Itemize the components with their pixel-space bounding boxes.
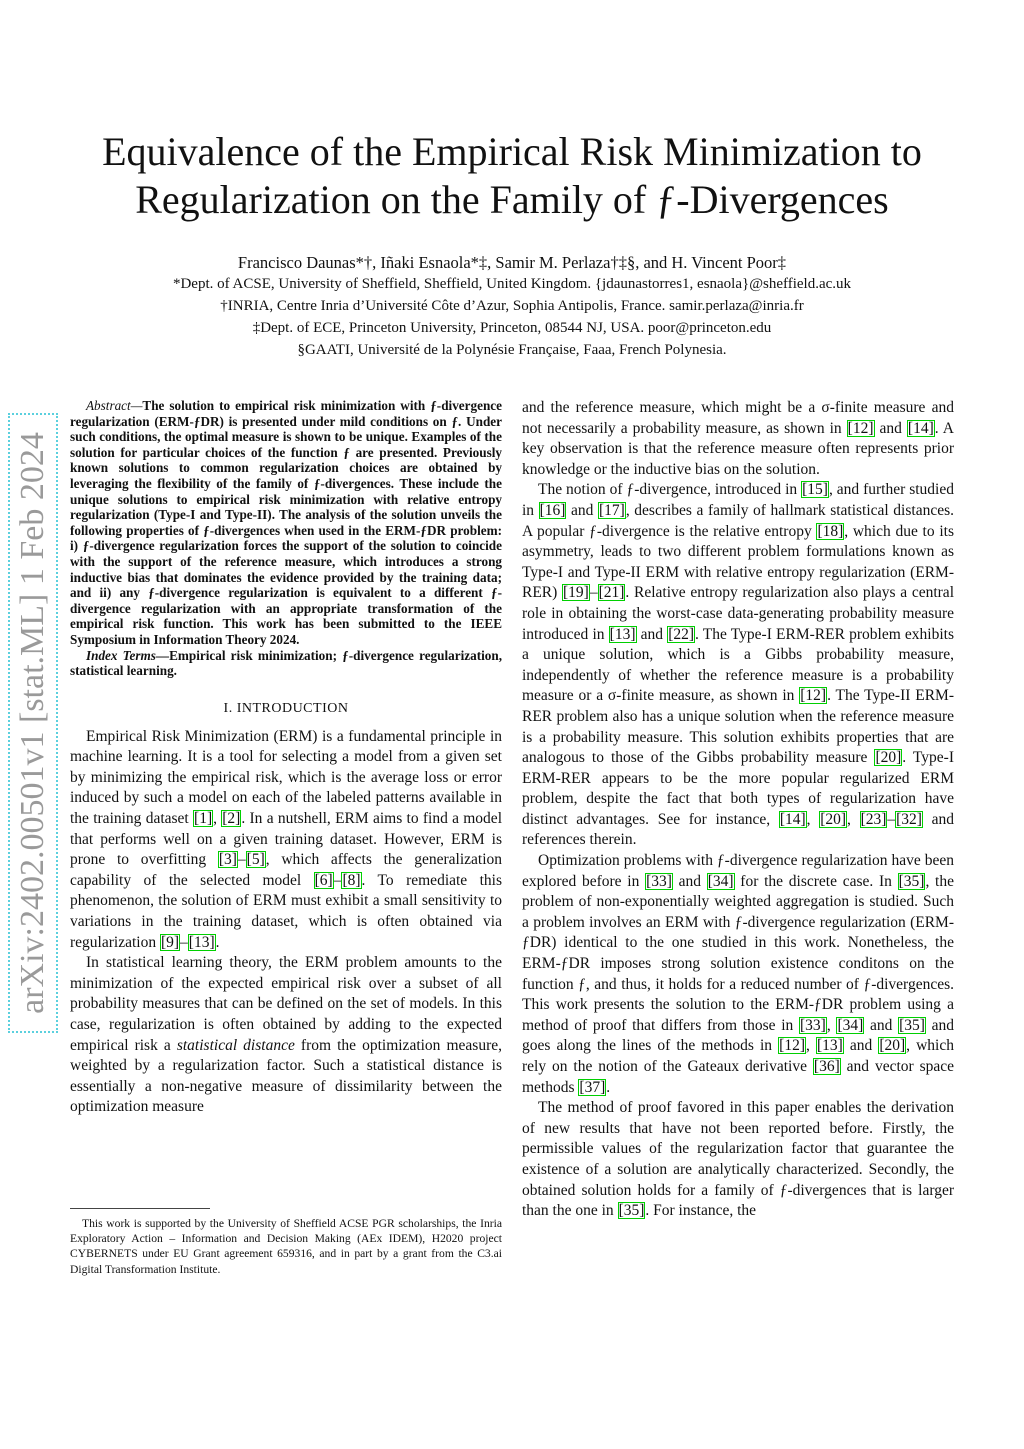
text-run: and the reference measure, which might be a σ-finite measure and not necessarily a probability measure, as shown in <box>522 399 954 437</box>
text-run: , <box>826 1016 837 1034</box>
citation-link[interactable]: [32] <box>896 810 922 828</box>
text-run: , <box>806 810 820 828</box>
abstract-label: Abstract— <box>86 398 143 413</box>
citation-link[interactable]: [35] <box>618 1202 645 1220</box>
affiliation-2: †INRIA, Centre Inria d’Université Côte d’Azur, Sophia Antipolis, France. samir.perlaza@inria.fr <box>220 298 804 314</box>
citation-link[interactable]: [1] <box>194 810 213 828</box>
text-run: The method of proof favored in this paper enables the derivation of new results that have not been reported before. Firstly, the permissible values of the regularization factor that guarantee the existence of a solution are analytically characterized. Secondly, the obtained solution holds for a family of ƒ-divergences that is larger than the one in <box>522 1099 954 1220</box>
text-run: , describes a family of hallmark statistical distances. A popular ƒ-divergence is the relative entropy <box>522 501 954 540</box>
text-run: . For instance, the <box>645 1202 757 1220</box>
citation-link[interactable]: [14] <box>907 419 934 437</box>
abstract-text: The solution to empirical risk minimization with ƒ-divergence regularization (ERM-ƒDR) is presented under mild conditions on ƒ. Under such conditions, the optimal measure is shown to be unique. Examples of the solution for particular choices of the function ƒ are presented. Previously known solutions to common regularization choices are obtained by leveraging the flexibility of the family of ƒ-divergences. These include the unique solutions to empirical risk minimization with relative entropy regularization (Type-I and Type-II). The analysis of the solution unveils the following properties of ƒ-divergences when used in the ERM-ƒDR problem: i) ƒ-divergence regularization forces the support of the solution to coincide with the support of the reference measure, which introduces a strong inductive bias that dominates the evidence provided by the training data; and ii) any ƒ-divergence regularization is equivalent to a different ƒ-divergence regularization with an appropriate transformation of the empirical risk function. This work has been submitted to the IEEE Symposium in Information Theory 2024. <box>70 398 502 647</box>
citation-link[interactable]: [17] <box>599 501 625 519</box>
text-run: and vector space methods <box>522 1058 954 1096</box>
citation-link[interactable]: [37] <box>579 1078 606 1096</box>
citation-link[interactable]: [12] <box>800 687 827 705</box>
right-paragraph-1 <box>522 398 954 480</box>
text-run: from the optimization measure, weighted by a regularization factor. Such a statistical distance is essentially a non-negative measure of dissimilarity between the optimization measure <box>70 1036 503 1116</box>
citation-link[interactable]: [33] <box>646 872 672 890</box>
text-run: . A key observation is that the reference measure often represents prior knowledge or the inductive bias on the solution. <box>522 419 954 478</box>
index-terms-label: Index Terms— <box>86 647 170 663</box>
text-run: and <box>566 501 599 519</box>
citation-link[interactable]: [33] <box>800 1016 826 1034</box>
citation-link[interactable]: [8] <box>342 871 361 889</box>
left-column <box>70 398 502 1118</box>
text-run: and goes along the lines of the methods in <box>522 1016 954 1055</box>
title-line-2: Regularization on the Family of ƒ-Divergences <box>135 177 889 222</box>
text-run: and <box>636 625 668 643</box>
footnote-rule <box>70 1208 210 1209</box>
arxiv-stamp-link[interactable] <box>8 413 58 1033</box>
text-run: . The Type-I ERM-RER problem exhibits a unique solution, which is a Gibbs probability measure, independently of whether the reference measure is a probability measure or a σ-finite measure, as shown in <box>522 625 954 705</box>
arxiv-stamp-text: arXiv:2402.00501v1 [stat.ML] 1 Feb 2024 <box>14 432 51 1014</box>
citation-link[interactable]: [36] <box>813 1058 840 1075</box>
intro-paragraph-1 <box>70 727 502 954</box>
citation-link[interactable]: [23] <box>860 810 887 828</box>
text-run: , which due to its asymmetry, leads to two different problem formulations known as Type-I and Type-II ERM with relative entropy regularization (ERM-RER) <box>522 522 954 602</box>
text-run: . Type-I ERM-RER appears to be the more popular regularized ERM problem, despite the fact that both types of regularization have distinct advantages. See for instance, <box>522 749 954 828</box>
text-run: and <box>843 1037 879 1055</box>
paper-title <box>40 128 984 224</box>
text-run: , <box>805 1037 816 1055</box>
text-run: , <box>847 810 860 828</box>
text-run: for the discrete case. In <box>734 872 898 890</box>
citation-link[interactable]: [5] <box>246 851 265 869</box>
text-run: . In a nutshell, ERM aims to find a model that performs well on a given training dataset. However, ERM is prone to overfitting <box>70 810 502 869</box>
citation-link[interactable]: [9] <box>160 933 180 951</box>
citation-link[interactable]: [34] <box>837 1016 864 1034</box>
text-run: . The Type-II ERM-RER problem also has a unique solution when the reference measure is a probability measure. This solution exhibits properties that are analogous to those of the Gibbs probability measure <box>522 687 954 767</box>
citation-link[interactable]: [6] <box>314 871 333 889</box>
citation-link[interactable]: [15] <box>802 481 828 499</box>
citation-link[interactable]: [20] <box>875 749 902 767</box>
citation-link[interactable]: [34] <box>707 872 734 890</box>
abstract <box>70 398 502 648</box>
citation-link[interactable]: [20] <box>820 810 847 828</box>
text-run: , which rely on the notion of the Gateaux derivative <box>522 1037 954 1075</box>
text-run: and <box>672 872 707 890</box>
citation-link[interactable]: [3] <box>218 851 237 869</box>
text-run: , the problem of non-exponentially weighted aggregation is studied. Such a problem involves an ERM with ƒ-divergence regularization (ERM-ƒDR) identical to the one studied in this work. Nonetheless, the ERM-ƒDR imposes strong solution existence conditons on the function ƒ, and thus, it holds for a reduced number of ƒ-divergences. This work presents the solution to the ERM-ƒDR problem using a method of proof that differs from those in <box>522 872 954 1034</box>
text-run: . To remediate this phenomenon, the solution of ERM must exhibit a small sensitivity to variations in the training dataset, which is often obtained via regularization <box>70 871 502 951</box>
footnote: This work is supported by the University of Sheffield ACSE PGR scholarships, the Inria Exploratory Action – Information and Decision Making (AEx IDEM), H2020 project CYBERNETS under EU Grant agreement 659316, and in part by a grant from the C3.ai Digital Transformation Institute. <box>70 1217 502 1276</box>
text-run: Empirical Risk Minimization (ERM) is a fundamental principle in machine learning. It is a tool for selecting a model from a given set by minimizing the empirical risk, which is the average loss or error induced by such a model on each of the labeled patterns available in the training dataset <box>70 727 502 828</box>
citation-link[interactable]: [13] <box>816 1037 843 1055</box>
citation-link[interactable]: [35] <box>899 1016 925 1034</box>
intro-paragraph-2 <box>70 953 502 1118</box>
right-paragraph-4 <box>522 1098 954 1222</box>
citation-link[interactable]: [18] <box>817 522 844 540</box>
right-paragraph-2 <box>522 480 954 851</box>
citation-link[interactable]: [35] <box>898 872 925 890</box>
citation-link[interactable]: [2] <box>222 810 241 828</box>
right-column <box>522 398 954 1222</box>
citation-link[interactable]: [12] <box>847 419 874 437</box>
text-run: – <box>237 851 246 869</box>
text-run: . <box>606 1078 611 1096</box>
citation-link[interactable]: [21] <box>598 584 625 602</box>
text-run: and references therein. <box>522 810 955 849</box>
index-terms <box>70 648 502 679</box>
text-run: , and further studied in <box>522 481 954 519</box>
index-terms-text: Empirical risk minimization; ƒ-divergence regularization, statistical learning. <box>70 647 502 679</box>
text-run: – <box>333 871 342 889</box>
affiliation-4: §GAATI, Université de la Polynésie Française, Faaa, French Polynesia. <box>297 342 727 358</box>
affiliation-1: *Dept. of ACSE, University of Sheffield, Sheffield, United Kingdom. {jdaunastorres1, esnaola}@sheffield.ac.uk <box>172 276 852 292</box>
citation-link[interactable]: [19] <box>563 584 589 602</box>
citation-link[interactable]: [14] <box>779 810 806 828</box>
text-run: – <box>180 933 188 951</box>
text-run: and <box>874 419 907 437</box>
text-run: – <box>887 810 896 828</box>
citation-link[interactable]: [13] <box>609 625 636 643</box>
affiliation-3: ‡Dept. of ECE, Princeton University, Princeton, 08544 NJ, USA. poor@princeton.edu <box>252 320 772 336</box>
text-run: In statistical learning theory, the ERM problem amounts to the minimization of the expected empirical risk over a subset of all probability measures that can be defined on the set of models. In this case, regularization is often obtained by adding to the expected empirical risk a <box>70 954 502 1054</box>
citation-link[interactable]: [12] <box>779 1037 805 1055</box>
citation-link[interactable]: [20] <box>879 1037 906 1055</box>
text-run: . Relative entropy regularization also plays a central role in obtaining the worst-case data-generating probability measure introduced in <box>522 584 954 643</box>
text-run: The notion of ƒ-divergence, introduced in <box>538 481 802 499</box>
text-run: , <box>213 810 222 828</box>
citation-link[interactable]: [22] <box>668 625 695 643</box>
title-line-1: Equivalence of the Empirical Risk Minimization to <box>102 129 922 174</box>
citation-link[interactable]: [16] <box>539 501 566 519</box>
right-paragraph-3 <box>522 851 954 1098</box>
text-run: Optimization problems with ƒ-divergence regularization have been explored before in <box>522 852 954 890</box>
citation-link[interactable]: [13] <box>188 933 215 951</box>
emphasis-text: statistical distance <box>176 1036 295 1054</box>
text-run: , which affects the generalization capability of the selected model <box>70 851 502 889</box>
section-heading-introduction: I. INTRODUCTION <box>223 700 349 716</box>
author-list: Francisco Daunas*†, Iñaki Esnaola*‡, Samir M. Perlaza†‡§, and H. Vincent Poor‡ <box>237 253 787 272</box>
text-run: and <box>864 1016 899 1034</box>
text-run: – <box>589 584 598 602</box>
text-run: . <box>215 933 220 951</box>
